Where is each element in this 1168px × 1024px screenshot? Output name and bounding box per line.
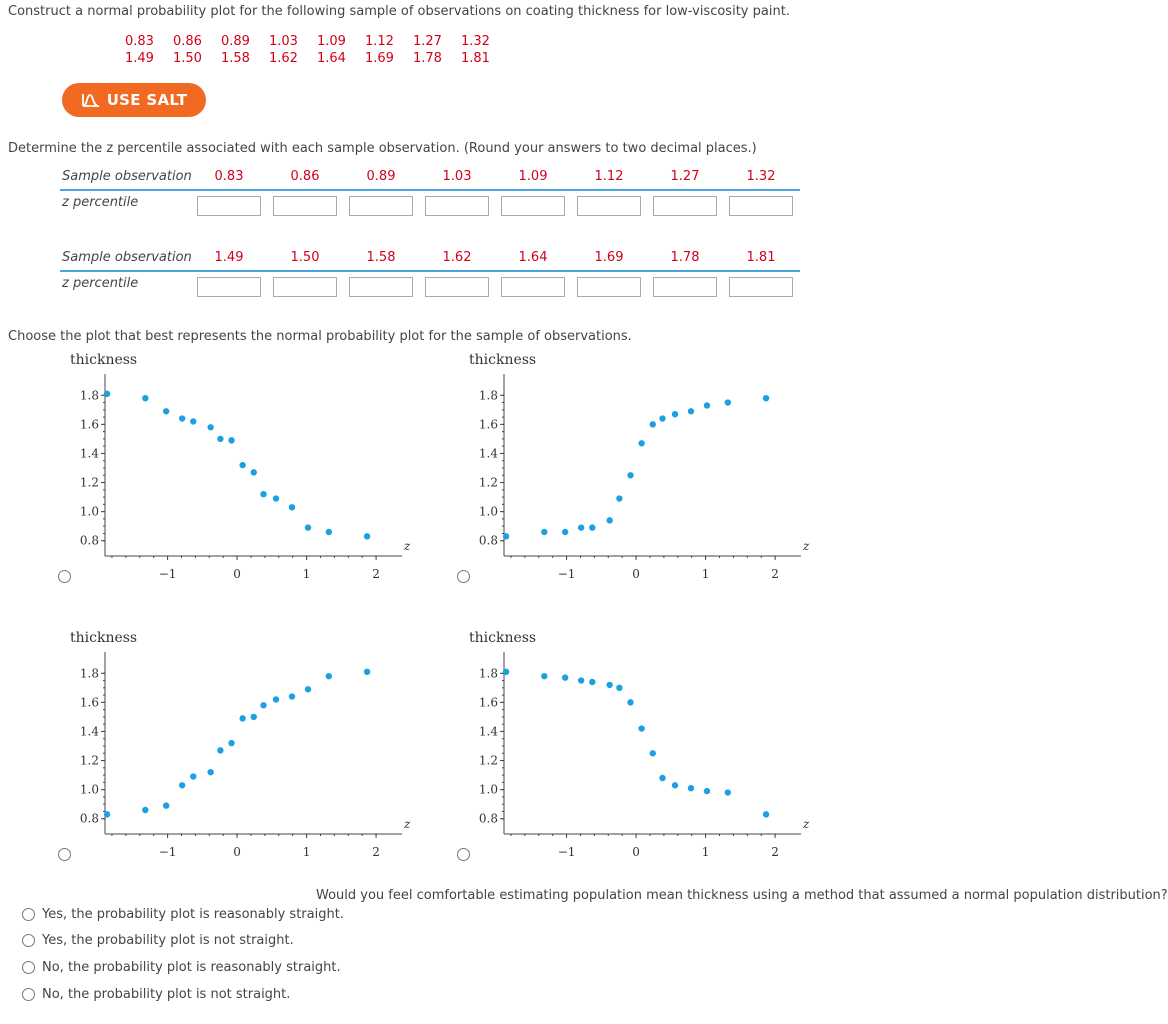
use-salt-button[interactable] (62, 83, 206, 117)
y-tick-label: 1.0 (478, 504, 498, 519)
z-percentile-prompt: Determine the z percentile associated with each sample observation. (Round your answers to two decimal places.) (8, 141, 757, 156)
chart-a (60, 346, 430, 586)
comfort-option[interactable] (22, 960, 341, 975)
z-percentile-input[interactable] (425, 277, 489, 297)
data-point (688, 408, 694, 414)
data-point (562, 529, 568, 535)
data-point (190, 773, 196, 779)
data-point (650, 750, 656, 756)
comfort-option-label: Yes, the probability plot is not straight. (42, 933, 294, 948)
z-percentile-input[interactable] (425, 196, 489, 216)
z-table-2 (60, 246, 800, 302)
z-percentile-input[interactable] (273, 196, 337, 216)
sample-value: 1.58 (221, 51, 250, 66)
z-percentile-input[interactable] (197, 196, 261, 216)
plot-option-a (60, 346, 430, 586)
data-point (142, 395, 148, 401)
data-point (305, 524, 311, 530)
salt-curve-icon (81, 92, 101, 108)
data-point (616, 495, 622, 501)
data-point (251, 714, 257, 720)
data-point (562, 674, 568, 680)
y-tick-label: 1.8 (478, 388, 498, 403)
data-point (260, 702, 266, 708)
x-axis-label: z (404, 539, 411, 553)
x-tick-label: 2 (771, 845, 779, 859)
plot-option-d (459, 624, 829, 864)
z-percentile-input[interactable] (349, 277, 413, 297)
y-tick-label: 0.8 (478, 811, 498, 826)
y-tick-label: 1.6 (79, 695, 99, 710)
obs-value: 0.83 (214, 169, 244, 184)
data-point (503, 533, 509, 539)
chart-title: thickness (469, 352, 537, 368)
sample-value: 1.69 (365, 51, 394, 66)
z-percentile-input[interactable] (729, 196, 793, 216)
sample-value: 1.81 (461, 51, 490, 66)
obs-value: 1.62 (442, 250, 472, 265)
data-point (672, 782, 678, 788)
data-point (289, 693, 295, 699)
data-point (503, 669, 509, 675)
data-point (616, 685, 622, 691)
y-tick-label: 1.4 (79, 724, 99, 739)
data-point (228, 437, 234, 443)
data-point (104, 811, 110, 817)
data-point (217, 747, 223, 753)
data-point (627, 699, 633, 705)
z-percentile-input[interactable] (653, 196, 717, 216)
data-point (704, 788, 710, 794)
data-point (578, 677, 584, 683)
sample-observation-label: Sample observation (62, 250, 192, 265)
data-point (627, 472, 633, 478)
obs-value: 0.89 (366, 169, 396, 184)
z-percentile-input[interactable] (273, 277, 337, 297)
sample-value: 1.03 (269, 34, 298, 49)
y-tick-label: 1.8 (79, 666, 99, 681)
comfort-radio[interactable] (22, 908, 35, 921)
comfort-radio[interactable] (22, 961, 35, 974)
x-tick-label: 2 (372, 845, 380, 859)
z-percentile-input[interactable] (653, 277, 717, 297)
z-percentile-label: z percentile (62, 195, 139, 210)
x-tick-label: 1 (701, 567, 710, 581)
data-point (638, 440, 644, 446)
z-percentile-input[interactable] (729, 277, 793, 297)
data-point (239, 715, 245, 721)
data-point (364, 533, 370, 539)
x-tick-label: 0 (632, 845, 640, 859)
sample-observation-label: Sample observation (62, 169, 192, 184)
y-tick-label: 1.2 (478, 753, 498, 768)
plot-option-c (60, 624, 430, 864)
data-point (606, 517, 612, 523)
plot-c-radio[interactable] (58, 848, 71, 861)
data-point (725, 399, 731, 405)
obs-value: 1.49 (214, 250, 244, 265)
y-tick-label: 1.2 (478, 475, 498, 490)
data-point (289, 504, 295, 510)
data-point (659, 775, 665, 781)
sample-value: 1.62 (269, 51, 298, 66)
plot-b-radio[interactable] (457, 570, 470, 583)
data-point (725, 789, 731, 795)
sample-value: 1.09 (317, 34, 346, 49)
sample-value: 1.32 (461, 34, 490, 49)
data-point (672, 411, 678, 417)
y-tick-label: 1.0 (79, 504, 99, 519)
y-tick-label: 1.2 (79, 475, 99, 490)
y-tick-label: 1.4 (79, 446, 99, 461)
data-point (606, 682, 612, 688)
obs-value: 1.27 (670, 169, 700, 184)
data-point (239, 462, 245, 468)
comfort-option[interactable] (22, 907, 344, 922)
z-percentile-input[interactable] (577, 196, 641, 216)
x-tick-label: 0 (233, 567, 241, 581)
comfort-radio[interactable] (22, 988, 35, 1001)
data-point (589, 524, 595, 530)
data-point (251, 469, 257, 475)
plot-a-radio[interactable] (58, 570, 71, 583)
data-point (589, 679, 595, 685)
y-tick-label: 0.8 (79, 533, 99, 548)
sample-value: 1.12 (365, 34, 394, 49)
sample-values-row-2 (125, 51, 509, 66)
x-axis-label: z (803, 539, 810, 553)
sample-value: 0.89 (221, 34, 250, 49)
y-tick-label: 1.4 (478, 724, 498, 739)
obs-value: 1.12 (594, 169, 624, 184)
plot-option-b (459, 346, 829, 586)
y-tick-label: 1.8 (478, 666, 498, 681)
data-point (541, 529, 547, 535)
data-point (326, 529, 332, 535)
comfort-radio[interactable] (22, 934, 35, 947)
data-point (305, 686, 311, 692)
data-point (541, 673, 547, 679)
data-point (763, 395, 769, 401)
y-tick-label: 1.6 (79, 417, 99, 432)
z-percentile-input[interactable] (577, 277, 641, 297)
obs-value: 1.64 (518, 250, 548, 265)
data-point (659, 415, 665, 421)
data-point (260, 491, 266, 497)
y-tick-label: 1.8 (79, 388, 99, 403)
chart-b (459, 346, 829, 586)
x-tick-label: 0 (632, 567, 640, 581)
sample-value: 1.50 (173, 51, 202, 66)
obs-value: 1.09 (518, 169, 548, 184)
data-point (578, 524, 584, 530)
data-point (688, 785, 694, 791)
x-tick-label: −1 (158, 845, 177, 859)
comfort-option-label: No, the probability plot is reasonably straight. (42, 960, 341, 975)
data-point (163, 802, 169, 808)
y-tick-label: 0.8 (79, 811, 99, 826)
chart-title: thickness (70, 352, 138, 368)
data-point (638, 725, 644, 731)
x-tick-label: −1 (557, 845, 576, 859)
comfort-option-label: Yes, the probability plot is reasonably straight. (42, 907, 344, 922)
plot-d-radio[interactable] (457, 848, 470, 861)
comfort-option[interactable] (22, 987, 290, 1002)
data-point (364, 669, 370, 675)
comfort-option-label: No, the probability plot is not straight. (42, 987, 291, 1002)
data-point (142, 807, 148, 813)
sample-value: 1.64 (317, 51, 346, 66)
y-tick-label: 0.8 (478, 533, 498, 548)
chart-d (459, 624, 829, 864)
x-tick-label: 1 (302, 845, 311, 859)
data-point (650, 421, 656, 427)
data-point (207, 769, 213, 775)
data-point (704, 402, 710, 408)
obs-value: 1.69 (594, 250, 624, 265)
x-tick-label: 0 (233, 845, 241, 859)
x-tick-label: 1 (302, 567, 311, 581)
chart-title: thickness (70, 630, 138, 646)
sample-value: 0.83 (125, 34, 154, 49)
data-point (273, 495, 279, 501)
obs-value: 1.58 (366, 250, 396, 265)
y-tick-label: 1.6 (478, 695, 498, 710)
data-point (163, 408, 169, 414)
obs-value: 1.03 (442, 169, 472, 184)
obs-value: 1.81 (746, 250, 776, 265)
y-tick-label: 1.4 (478, 446, 498, 461)
data-point (326, 673, 332, 679)
data-point (179, 782, 185, 788)
data-point (179, 415, 185, 421)
data-point (104, 391, 110, 397)
obs-value: 0.86 (290, 169, 320, 184)
sample-value: 1.27 (413, 34, 442, 49)
z-percentile-input[interactable] (501, 196, 565, 216)
chart-title: thickness (469, 630, 537, 646)
x-tick-label: 2 (372, 567, 380, 581)
y-tick-label: 1.2 (79, 753, 99, 768)
x-tick-label: 1 (701, 845, 710, 859)
z-percentile-input[interactable] (501, 277, 565, 297)
obs-value: 1.50 (290, 250, 320, 265)
sample-values-row-1 (125, 34, 509, 49)
obs-value: 1.78 (670, 250, 700, 265)
data-point (763, 811, 769, 817)
data-point (228, 740, 234, 746)
sample-value: 1.78 (413, 51, 442, 66)
data-point (217, 436, 223, 442)
x-axis-label: z (803, 817, 810, 831)
use-salt-label: USE SALT (106, 91, 188, 109)
z-percentile-label: z percentile (62, 276, 139, 291)
x-tick-label: 2 (771, 567, 779, 581)
x-axis-label: z (404, 817, 411, 831)
plot-choice-prompt: Choose the plot that best represents the normal probability plot for the sample of observations. (8, 329, 632, 344)
sample-value: 0.86 (173, 34, 202, 49)
z-table-1 (60, 165, 800, 221)
question-prompt: Construct a normal probability plot for the following sample of observations on coating thickness for low-viscosity paint. (8, 4, 790, 19)
data-point (273, 696, 279, 702)
x-tick-label: −1 (557, 567, 576, 581)
y-tick-label: 1.0 (79, 782, 99, 797)
data-point (207, 424, 213, 430)
chart-c (60, 624, 430, 864)
sample-value: 1.49 (125, 51, 154, 66)
y-tick-label: 1.6 (478, 417, 498, 432)
y-tick-label: 1.0 (478, 782, 498, 797)
x-tick-label: −1 (158, 567, 177, 581)
z-percentile-input[interactable] (197, 277, 261, 297)
obs-value: 1.32 (746, 169, 776, 184)
comfort-option[interactable] (22, 933, 294, 948)
comfort-prompt: Would you feel comfortable estimating population mean thickness using a method that assumed a normal population distribution? (316, 888, 1168, 903)
z-percentile-input[interactable] (349, 196, 413, 216)
data-point (190, 418, 196, 424)
